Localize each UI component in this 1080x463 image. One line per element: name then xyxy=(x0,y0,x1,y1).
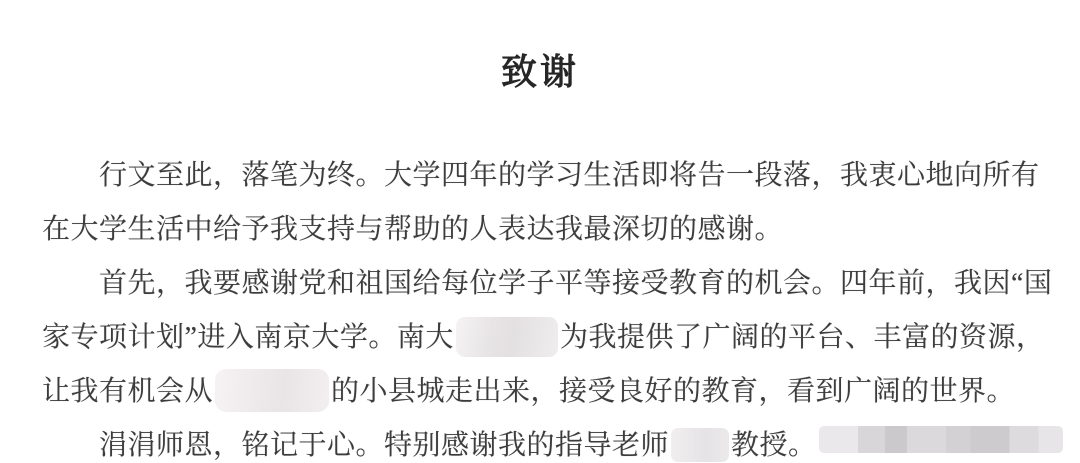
page-title: 致谢 xyxy=(500,51,579,92)
text-segment: 的小县城走出来，接受良好的教育，看到广阔的世界。 xyxy=(331,376,1016,407)
text-segment: 首先，我要感谢党和祖国给每位学子平等接受教育的机会。四年前，我因“国 xyxy=(99,268,1053,299)
text-line-6 xyxy=(42,419,1050,463)
text-segment: 在大学生活中给予我支持与帮助的人表达我最深切的感谢。 xyxy=(42,214,784,245)
redaction-block xyxy=(456,317,558,357)
text-segment: 让我有机会从 xyxy=(42,376,214,407)
document-body xyxy=(0,149,1080,463)
text-segment: 涓涓师恩，铭记于心。特别感谢我的指导老师 xyxy=(99,430,670,461)
redaction-block xyxy=(215,369,329,412)
text-line-2 xyxy=(42,203,1050,257)
text-line-5 xyxy=(42,365,1050,419)
text-segment: 教授。 xyxy=(731,430,817,461)
text-segment: 为我提供了广阔的平台、丰富的资源， xyxy=(559,322,1045,353)
redaction-block xyxy=(671,428,729,462)
text-line-4 xyxy=(42,311,1050,365)
redaction-block xyxy=(819,426,1063,453)
text-segment: 家专项计划”进入南京大学。南大 xyxy=(42,322,454,353)
text-segment: 行文至此，落笔为终。大学四年的学习生活即将告一段落，我衷心地向所有 xyxy=(99,160,1040,191)
text-line-3 xyxy=(42,257,1053,311)
text-line-1 xyxy=(42,149,1050,203)
